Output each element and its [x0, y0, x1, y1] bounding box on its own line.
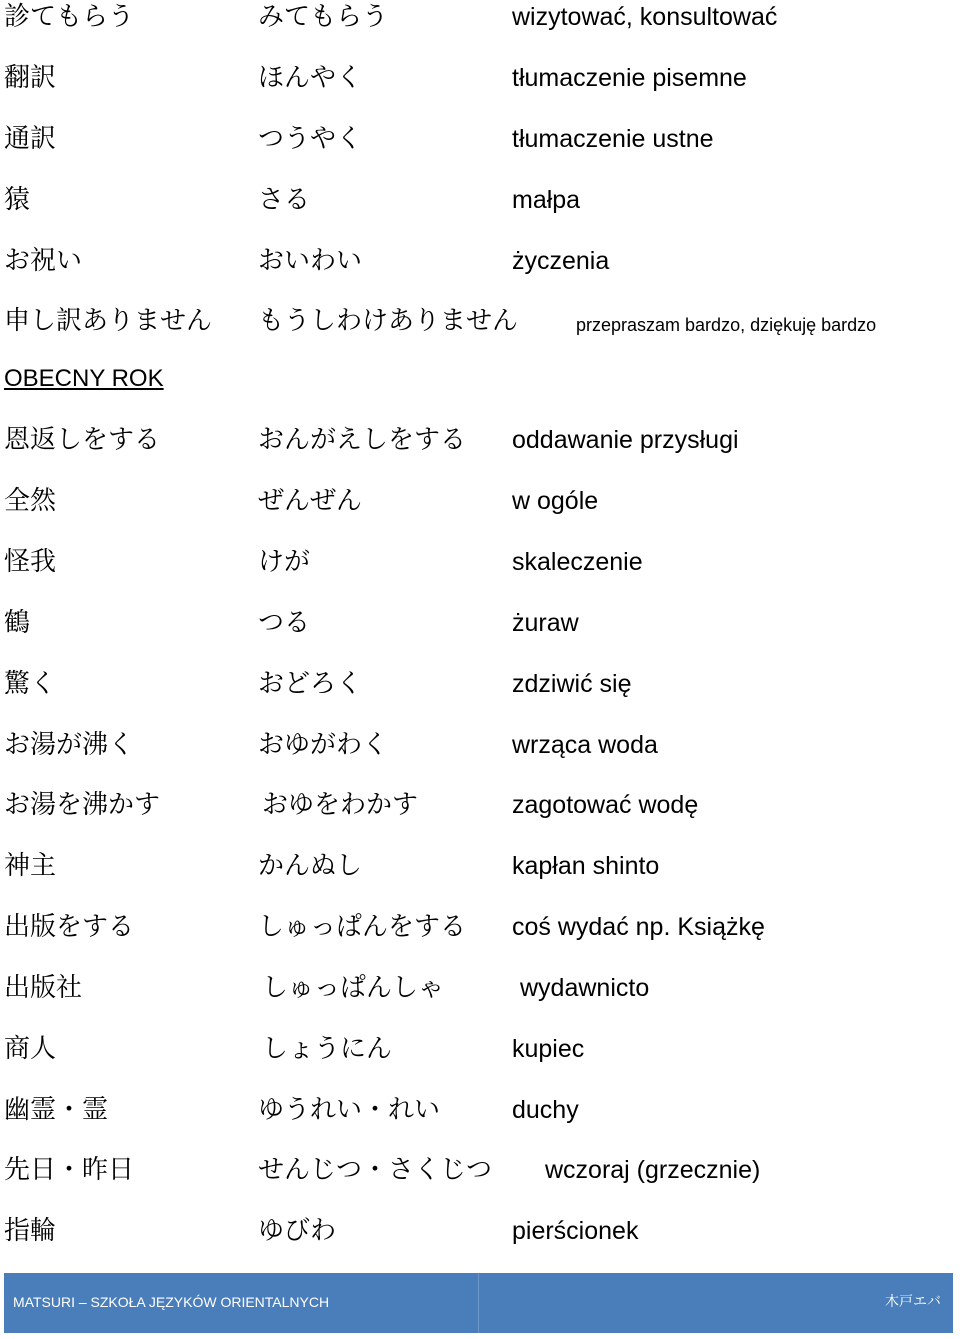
vocab-row — [0, 851, 960, 912]
kana-cell: つる — [258, 608, 311, 638]
kana-cell: しょうにん — [262, 1034, 393, 1064]
page-footer — [4, 1273, 953, 1333]
kana-cell: ぜんぜん — [258, 486, 363, 516]
kana-cell: もうしわけありません — [258, 306, 519, 336]
kana-cell: おいわい — [258, 246, 363, 276]
vocab-row — [0, 185, 960, 246]
translation-cell: wrząca woda — [512, 731, 658, 759]
kanji-cell: 診てもらう — [4, 2, 135, 32]
footer-school-name: MATSURI – SZKOŁA JĘZYKÓW ORIENTALNYCH — [13, 1294, 330, 1310]
vocab-row — [0, 1155, 960, 1216]
kanji-cell: 驚く — [4, 669, 57, 699]
kana-cell: ゆびわ — [258, 1216, 337, 1246]
kana-cell: しゅっぱんしゃ — [262, 973, 445, 1003]
vocab-row — [0, 63, 960, 124]
footer-divider — [478, 1273, 479, 1333]
kanji-cell: お湯が沸く — [4, 730, 135, 760]
vocab-row — [0, 1095, 960, 1156]
kanji-cell: 出版社 — [4, 973, 83, 1003]
footer-author: 木戸エバ — [885, 1294, 941, 1310]
kanji-cell: お湯を沸かす — [4, 790, 161, 820]
translation-cell: oddawanie przysługi — [512, 426, 739, 454]
kanji-cell: 翻訳 — [4, 63, 57, 93]
kanji-cell: 怪我 — [4, 547, 57, 577]
vocab-row — [0, 547, 960, 608]
translation-cell: wczoraj (grzecznie) — [545, 1156, 761, 1184]
kanji-cell: 幽霊・霊 — [4, 1095, 109, 1125]
translation-cell: kupiec — [512, 1035, 585, 1063]
vocab-row — [0, 124, 960, 185]
kana-cell: おゆをわかす — [262, 790, 419, 820]
kanji-cell: 鶴 — [4, 608, 31, 638]
kanji-cell: 指輪 — [4, 1216, 57, 1246]
translation-cell: zdziwić się — [512, 670, 632, 698]
vocab-row — [0, 1034, 960, 1095]
kana-cell: せんじつ・さくじつ — [258, 1155, 493, 1185]
vocab-row — [0, 608, 960, 669]
kana-cell: みてもらう — [258, 2, 389, 32]
vocab-row — [0, 1216, 960, 1277]
vocab-row — [0, 246, 960, 307]
kanji-cell: 通訳 — [4, 124, 57, 154]
kanji-cell: お祝い — [4, 246, 83, 276]
kana-cell: ほんやく — [258, 63, 363, 93]
kana-cell: しゅっぱんをする — [258, 912, 467, 942]
translation-cell: pierścionek — [512, 1217, 639, 1245]
translation-cell: życzenia — [512, 247, 610, 275]
kana-cell: けが — [258, 547, 311, 577]
kanji-cell: 全然 — [4, 486, 57, 516]
vocab-row — [0, 973, 960, 1034]
vocab-row — [0, 669, 960, 730]
translation-cell: wizytować, konsultować — [512, 3, 778, 31]
kana-cell: かんぬし — [258, 851, 363, 881]
translation-cell: duchy — [512, 1096, 579, 1124]
translation-cell: tłumaczenie pisemne — [512, 64, 747, 92]
vocab-row — [0, 425, 960, 486]
translation-cell: coś wydać np. Książkę — [512, 913, 765, 941]
kanji-cell: 恩返しをする — [4, 425, 161, 455]
translation-cell: skaleczenie — [512, 548, 643, 576]
translation-cell: żuraw — [512, 609, 579, 637]
vocab-row — [0, 790, 960, 851]
kana-cell: おゆがわく — [258, 730, 389, 760]
translation-cell: tłumaczenie ustne — [512, 125, 714, 153]
translation-cell: małpa — [512, 186, 581, 214]
vocab-row — [0, 730, 960, 791]
kana-cell: さる — [258, 185, 311, 215]
vocab-row — [0, 306, 960, 367]
translation-cell: w ogóle — [512, 487, 599, 515]
vocab-row — [0, 486, 960, 547]
kanji-cell: 商人 — [4, 1034, 57, 1064]
kana-cell: おどろく — [258, 669, 363, 699]
kana-cell: ゆうれい・れい — [258, 1095, 441, 1125]
kanji-cell: 申し訳ありません — [4, 306, 213, 336]
translation-cell: przepraszam bardzo, dziękuję bardzo — [576, 315, 877, 335]
kana-cell: おんがえしをする — [258, 425, 467, 455]
kanji-cell: 出版をする — [4, 912, 135, 942]
kanji-cell: 猿 — [4, 185, 31, 215]
vocab-row — [0, 2, 960, 63]
section-title: OBECNY ROK — [4, 365, 164, 392]
translation-cell: wydawnicto — [520, 974, 650, 1002]
translation-cell: zagotować wodę — [512, 791, 699, 819]
translation-cell: kapłan shinto — [512, 852, 660, 880]
kana-cell: つうやく — [258, 124, 363, 154]
kanji-cell: 先日・昨日 — [4, 1155, 135, 1185]
kanji-cell: 神主 — [4, 851, 57, 881]
vocab-row — [0, 912, 960, 973]
